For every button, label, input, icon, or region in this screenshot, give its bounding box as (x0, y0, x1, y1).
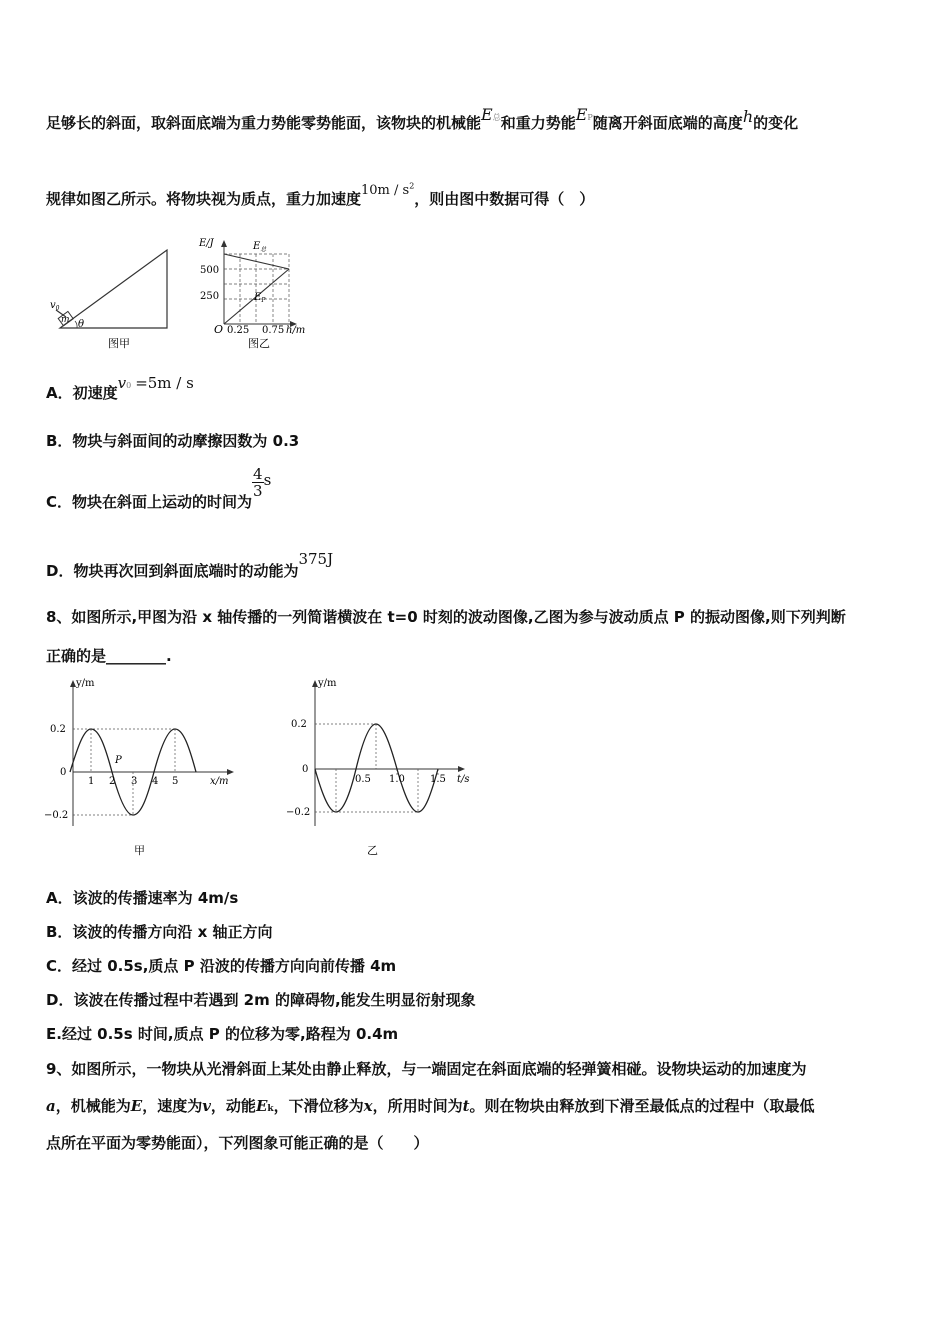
q8-stem-line-1: 8、如图所示,甲图为沿 x 轴传播的一列简谐横波在 t=0 时刻的波动图像,乙图为参与波动质点 P 的振动图像,则下列判断 (46, 608, 846, 626)
vib-x-label: t/s (457, 774, 470, 785)
angle-theta-label: θ (78, 319, 85, 330)
vib-y-label: y/m (318, 678, 337, 689)
vib-x-tick-15: 1.5 (430, 774, 446, 785)
vib-y-tick-neg02: −0.2 (286, 807, 311, 818)
text-segment: ，则由图中数据可得（ ） (414, 190, 595, 208)
figure-jia-caption: 图甲 (108, 337, 130, 350)
vib-x-tick-10: 1.0 (389, 774, 405, 785)
q8-option-e: E.经过 0.5s 时间,质点 P 的位移为零,路程为 0.4m (46, 1025, 399, 1043)
symbol-e-total: E总 (481, 105, 501, 124)
wave-y-tick-neg02: −0.2 (44, 810, 69, 821)
figure-wave-graph (40, 676, 240, 860)
vib-y-tick-0: 0 (302, 764, 309, 775)
vib-y-tick-02: 0.2 (291, 719, 307, 730)
text-segment: 的变化 (753, 114, 799, 132)
x-tick-025: 0.25 (227, 325, 250, 336)
symbol-e: E (130, 1097, 143, 1115)
grid-dashed (224, 254, 289, 324)
vib-caption: 乙 (367, 844, 378, 857)
figure-yi-caption: 图乙 (248, 337, 270, 350)
x-axis-label: h/m (286, 325, 306, 336)
e-total-label: $E_总$ (253, 241, 267, 253)
point-p-label: P (115, 755, 122, 766)
option-label: C．物块在斜面上运动的时间为 (46, 493, 253, 511)
q8-stem-line-2: 正确的是________. (46, 647, 172, 665)
incline-triangle (60, 250, 167, 328)
v0-symbol: v0 (117, 374, 132, 392)
option-label: A．初速度 (46, 384, 118, 402)
q9-stem-line-2: a，机械能为E，速度为v，动能Ek，下滑位移为x，所用时间为t。则在物块由释放到下滑至最低点的过程中（取最低 (46, 1097, 815, 1115)
wave-y-tick-0: 0 (60, 767, 67, 778)
text-segment: 足够长的斜面，取斜面底端为重力势能零势能面，该物块的机械能 (46, 114, 482, 132)
option-label: D．物块再次回到斜面底端时的动能为 (46, 562, 299, 580)
wave-x-tick-4: 4 (152, 776, 159, 787)
q7-intro-line-1 (46, 105, 799, 133)
fraction-4-3: $\frac{4}{3}$ (253, 465, 263, 500)
x-tick-075: 0.75 (262, 325, 285, 336)
text-segment: 和重力势能 (500, 114, 576, 132)
y-tick-250: 250 (200, 291, 220, 302)
q8-option-a: A．该波的传播速率为 4m/s (46, 889, 239, 907)
symbol-x: x (363, 1097, 373, 1115)
wave-x-tick-2: 2 (109, 776, 116, 787)
q8-option-b: B．该波的传播方向沿 x 轴正方向 (46, 923, 273, 941)
symbol-v: v (202, 1097, 211, 1115)
symbol-ek: Ek (255, 1097, 274, 1115)
q7-option-a (46, 374, 194, 403)
figure-energy-graph (196, 236, 316, 354)
symbol-a: a (46, 1097, 56, 1115)
gravity-value: $10m / s^2$ (361, 181, 415, 198)
vibration-curve (315, 724, 438, 812)
v0-label: $v_0$ (50, 300, 60, 312)
kinetic-energy-value: 375J (298, 550, 334, 568)
q7-intro-line-2 (46, 181, 595, 209)
wave-x-tick-3: 3 (131, 776, 138, 787)
wave-y-label: y/m (76, 678, 95, 689)
q7-option-c (46, 465, 272, 511)
y-tick-500: 500 (200, 265, 220, 276)
wave-x-tick-1: 1 (88, 776, 95, 787)
block-mass-label: m (61, 315, 70, 325)
wave-x-tick-5: 5 (172, 776, 179, 787)
wave-caption: 甲 (134, 844, 145, 857)
figure-vibration-graph (285, 676, 485, 860)
figure-incline (46, 244, 182, 354)
wave-x-label: x/m (210, 776, 229, 787)
time-unit: s (263, 471, 272, 489)
e-p-label: $E_P$ (254, 292, 266, 304)
symbol-e-p: EP (575, 105, 593, 124)
q9-stem-line-3: 点所在平面为零势能面），下列图象可能正确的是（ ） (46, 1134, 429, 1152)
angle-arc (75, 321, 77, 328)
v0-value: =5m / s (135, 374, 194, 392)
origin-label: O (214, 323, 224, 336)
q7-option-d (46, 550, 334, 581)
q9-stem-line-1: 9、如图所示，一物块从光滑斜面上某处由静止释放，与一端固定在斜面底端的轻弹簧相碰。设物块运动的加速度为 (46, 1060, 807, 1078)
total-energy-line (224, 254, 289, 269)
wave-y-tick-02: 0.2 (50, 724, 66, 735)
q7-option-b: B．物块与斜面间的动摩擦因数为 0.3 (46, 432, 300, 450)
vib-x-tick-05: 0.5 (355, 774, 371, 785)
text-segment: 随离开斜面底端的高度 (592, 114, 743, 132)
symbol-t: t (462, 1097, 470, 1115)
q8-option-c: C．经过 0.5s,质点 P 沿波的传播方向向前传播 4m (46, 957, 397, 975)
y-axis-label: E/J (199, 238, 214, 249)
symbol-h: h (742, 107, 754, 126)
q8-option-d: D．该波在传播过程中若遇到 2m 的障碍物,能发生明显衍射现象 (46, 991, 476, 1009)
text-segment: 规律如图乙所示。将物块视为质点，重力加速度 (46, 190, 362, 208)
